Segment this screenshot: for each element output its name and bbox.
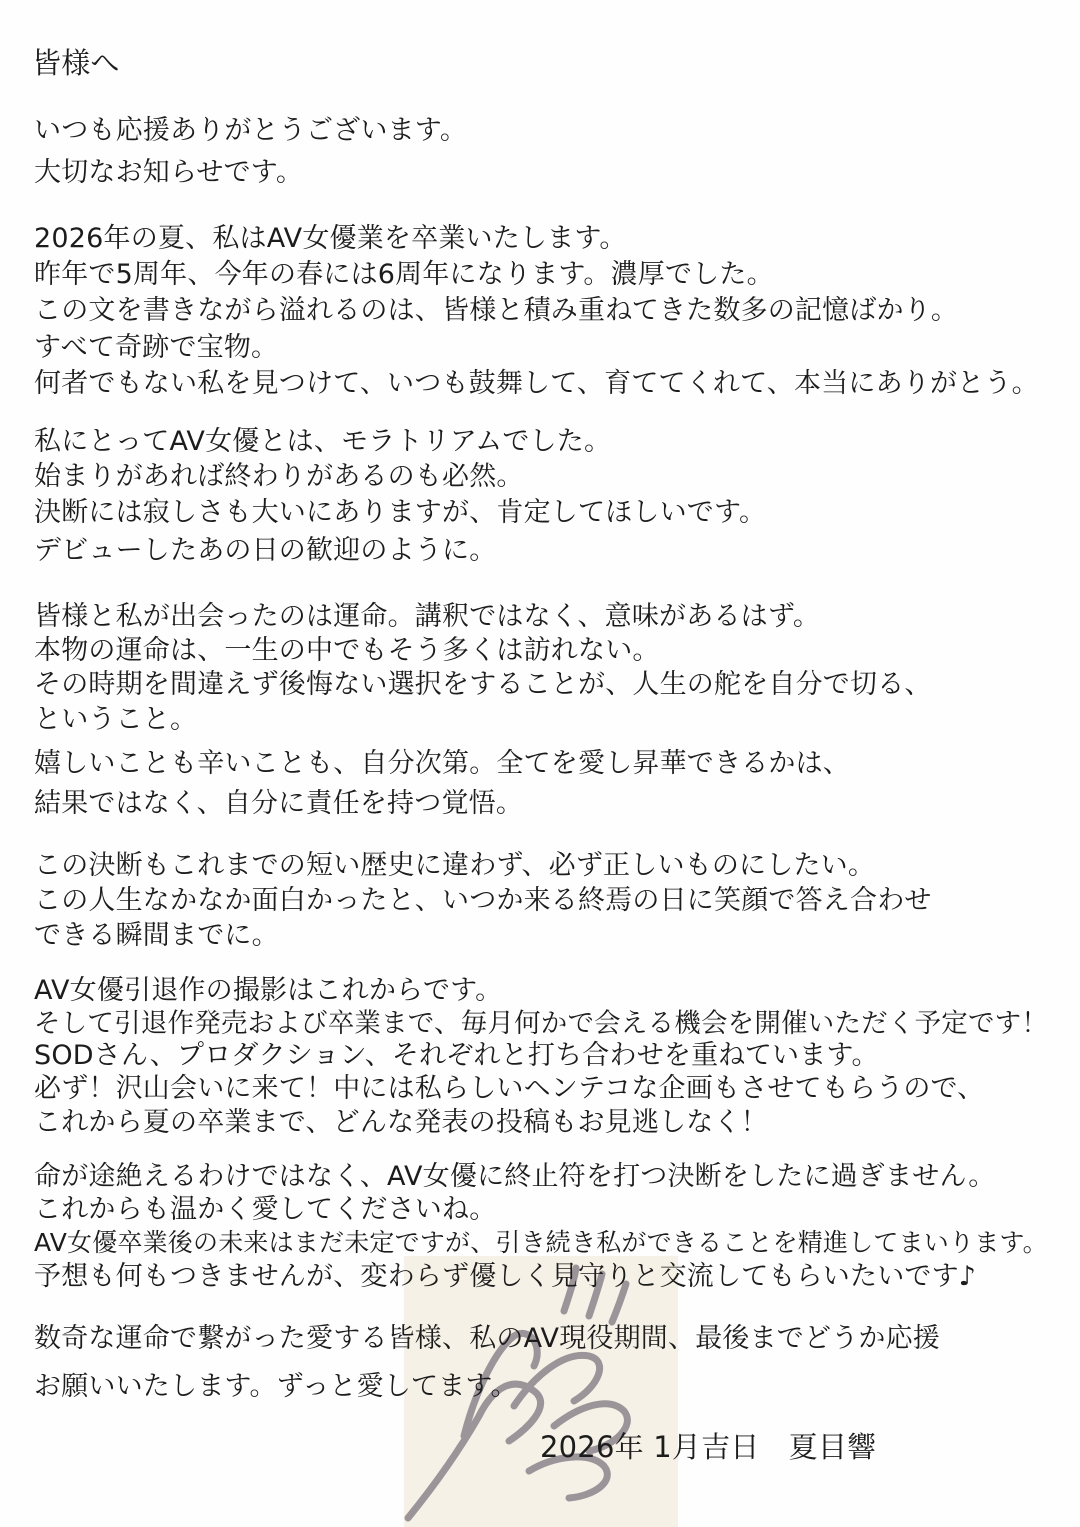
letter-line: 命が途絶えるわけではなく、AV女優に終止符を打つ決断をしたに過ぎません。 <box>34 1161 996 1192</box>
letter-line: この人生なかなか面白かったと、いつか来る終焉の日に笑顔で答え合わせ <box>34 885 932 916</box>
letter-line: 皆様と私が出会ったのは運命。講釈ではなく、意味があるはず。 <box>34 601 821 632</box>
letter-line: デビューしたあの日の歓迎のように。 <box>34 535 497 566</box>
letter-line: 数奇な運命で繋がった愛する皆様、私のAV現役期間、最後までどうか応援 <box>34 1323 941 1354</box>
letter-line: SODさん、プロダクション、それぞれと打ち合わせを重ねています。 <box>34 1040 879 1071</box>
letter-line: AV女優卒業後の未来はまだ未定ですが、引き続き私ができることを精進してまいります。 <box>34 1228 1048 1257</box>
letter-line: 大切なお知らせです。 <box>34 157 304 188</box>
letter-line: 2026年の夏、私はAV女優業を卒業いたします。 <box>34 223 627 254</box>
letter-line: この文を書きながら溢れるのは、皆様と積み重ねてきた数多の記憶ばかり。 <box>34 295 959 326</box>
letter-line: その時期を間違えず後悔ない選択をすることが、人生の舵を自分で切る、 <box>34 669 932 700</box>
letter-line: 私にとってAV女優とは、モラトリアムでした。 <box>34 426 612 457</box>
letter-line: 嬉しいことも辛いことも、自分次第。全てを愛し昇華できるかは、 <box>34 748 850 779</box>
letter-line: そして引退作発売および卒業まで、毎月何かで会える機会を開催いただく予定です！ <box>34 1008 1049 1039</box>
letter-line: 何者でもない私を見つけて、いつも鼓舞して、育ててくれて、本当にありがとう。 <box>34 368 1039 399</box>
letter-line: 結果ではなく、自分に責任を持つ覚悟。 <box>34 788 524 819</box>
letter-line: これからも温かく愛してくださいね。 <box>34 1194 497 1225</box>
letter-line: すべて奇跡で宝物。 <box>34 332 279 363</box>
letter-line: 昨年で5周年、今年の春には6周年になります。濃厚でした。 <box>34 259 774 290</box>
letter-line: AV女優引退作の撮影はこれからです。 <box>34 975 503 1006</box>
letter-line: いつも応援ありがとうございます。 <box>34 115 468 146</box>
letter-line: お願いいたします。ずっと愛してます。 <box>34 1371 518 1402</box>
letter-line: 予想も何もつきませんが、変わらず優しく見守りと交流してもらいたいです♪ <box>34 1261 977 1292</box>
letter-line: この決断もこれまでの短い歴史に違わず、必ず正しいものにしたい。 <box>34 850 876 881</box>
letter-line: 本物の運命は、一生の中でもそう多くは訪れない。 <box>34 635 660 666</box>
letter-line: ということ。 <box>34 704 198 735</box>
letter-line: 始まりがあれば終わりがあるのも必然。 <box>34 461 524 492</box>
salutation: 皆様へ <box>32 46 120 80</box>
letter-line: 必ず！沢山会いに来て！中には私らしいヘンテコな企画もさせてもらうので、 <box>34 1073 985 1104</box>
letter-line: これから夏の卒業まで、どんな発表の投稿もお見逃しなく！ <box>34 1107 768 1138</box>
letter-line: 決断には寂しさも大いにありますが、肯定してほしいです。 <box>34 497 767 528</box>
signature: 2026年 1月吉日 夏目響 <box>540 1430 877 1464</box>
letter-line: できる瞬間までに。 <box>34 920 279 951</box>
